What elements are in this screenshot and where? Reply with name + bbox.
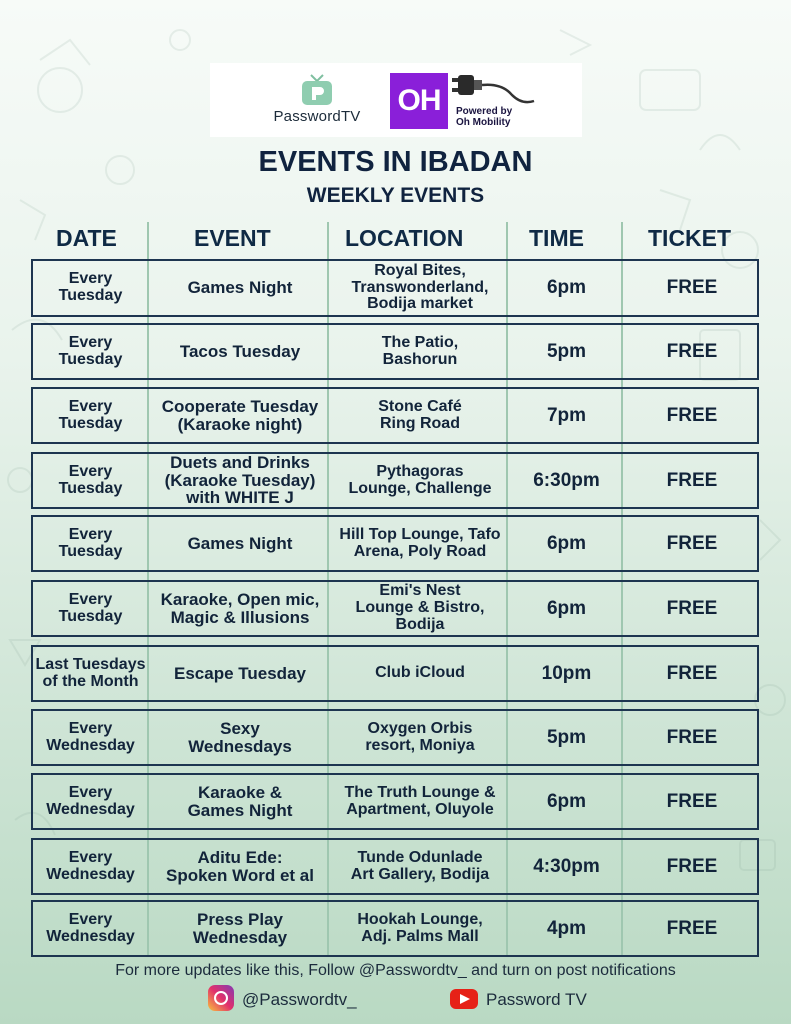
table-row — [31, 838, 759, 895]
row-event: Sexy Wednesdays — [188, 718, 292, 756]
row-ticket: FREE — [666, 597, 718, 619]
row-event: Games Night — [187, 278, 293, 298]
row-time: 5pm — [546, 726, 587, 748]
row-ticket: FREE — [666, 726, 718, 748]
header-location: LOCATION — [345, 225, 464, 251]
row-event: Duets and Drinks (Karaoke Tuesday) with WHITE J — [164, 452, 316, 508]
row-time: 5pm — [546, 340, 587, 362]
header-date: DATE — [56, 225, 117, 251]
row-date: Last Tuesdays of the Month — [35, 655, 146, 690]
oh-mobility-logo: OH — [390, 73, 448, 129]
powered-by-line2: Oh Mobility — [456, 117, 511, 128]
table-row — [31, 515, 759, 572]
row-date: Every Wednesday — [46, 910, 135, 945]
row-date: Every Tuesday — [58, 525, 123, 560]
row-location: The Truth Lounge & Apartment, Oluyole — [344, 783, 496, 818]
row-ticket: FREE — [666, 855, 718, 877]
row-time: 6pm — [546, 532, 587, 554]
row-location: Club iCloud — [375, 664, 465, 682]
table-row — [31, 773, 759, 830]
row-time: 6pm — [546, 790, 587, 812]
row-time: 6pm — [546, 597, 587, 619]
youtube-icon[interactable] — [450, 989, 478, 1009]
row-ticket: FREE — [666, 532, 718, 554]
instagram-handle[interactable]: @Passwordtv_ — [242, 990, 357, 1009]
powered-by-text — [456, 106, 512, 128]
row-time: 4pm — [546, 917, 587, 939]
row-time: 4:30pm — [533, 855, 600, 877]
table-row — [31, 387, 759, 444]
row-location: Pythagoras Lounge, Challenge — [348, 462, 492, 497]
row-date: Every Tuesday — [58, 270, 123, 304]
row-date: Every Tuesday — [58, 462, 123, 497]
row-ticket: FREE — [666, 469, 718, 491]
row-location: Oxygen Orbis resort, Moniya — [365, 719, 475, 754]
row-event: Press Play Wednesday — [192, 909, 288, 947]
header-event: EVENT — [194, 225, 271, 251]
row-event: Aditu Ede: Spoken Word et al — [166, 847, 314, 885]
row-ticket: FREE — [666, 917, 718, 939]
row-location: The Patio, Bashorun — [381, 333, 459, 368]
row-time: 6:30pm — [533, 469, 600, 491]
row-location: Hookah Lounge, Adj. Palms Mall — [357, 910, 483, 945]
row-ticket: FREE — [666, 404, 718, 426]
table-row — [31, 645, 759, 702]
row-ticket: FREE — [666, 790, 718, 812]
table-row — [31, 709, 759, 766]
row-ticket: FREE — [666, 277, 718, 299]
row-ticket: FREE — [666, 340, 718, 362]
row-event: Tacos Tuesday — [179, 341, 301, 361]
row-date: Every Wednesday — [46, 719, 135, 754]
plug-icon — [452, 72, 536, 106]
tv-icon — [299, 72, 335, 108]
page-title: EVENTS IN IBADAN — [258, 146, 533, 178]
password-tv-suffix: TV — [340, 108, 361, 125]
powered-by-line1: Powered by — [456, 106, 513, 117]
table-row — [31, 259, 759, 317]
row-location: Tunde Odunlade Art Gallery, Bodija — [350, 848, 490, 883]
row-date: Every Tuesday — [58, 333, 123, 368]
header-time: TIME — [529, 225, 584, 251]
row-date: Every Wednesday — [46, 783, 135, 818]
row-event: Games Night — [187, 533, 293, 553]
row-date: Every Tuesday — [58, 397, 123, 432]
row-ticket: FREE — [666, 662, 718, 684]
row-time: 10pm — [541, 662, 592, 684]
table-row — [31, 323, 759, 380]
password-tv-text: Password — [273, 108, 341, 125]
table-row — [31, 452, 759, 509]
page-subtitle: WEEKLY EVENTS — [306, 184, 485, 207]
footer-note: For more updates like this, Follow @Passwordtv_ and turn on post notifications — [115, 962, 676, 979]
row-location: Royal Bites, Transwonderland, Bodija market — [351, 261, 489, 313]
row-event: Escape Tuesday — [174, 663, 306, 683]
instagram-icon[interactable] — [208, 985, 234, 1011]
youtube-channel[interactable]: Password TV — [486, 990, 587, 1009]
row-location: Emi's Nest Lounge & Bistro, Bodija — [355, 582, 485, 633]
row-event: Karaoke & Games Night — [187, 782, 293, 820]
row-location: Stone Café Ring Road — [378, 397, 462, 432]
row-event: Karaoke, Open mic, Magic & Illusions — [160, 589, 320, 627]
table-row — [31, 580, 759, 637]
row-time: 7pm — [546, 404, 587, 426]
password-tv-logo — [262, 70, 372, 132]
row-date: Every Tuesday — [58, 590, 123, 625]
row-event: Cooperate Tuesday (Karaoke night) — [161, 396, 319, 434]
row-location: Hill Top Lounge, Tafo Arena, Poly Road — [339, 525, 501, 560]
table-row — [31, 900, 759, 957]
row-time: 6pm — [546, 277, 587, 299]
header-ticket: TICKET — [648, 225, 732, 251]
row-date: Every Wednesday — [46, 848, 135, 883]
